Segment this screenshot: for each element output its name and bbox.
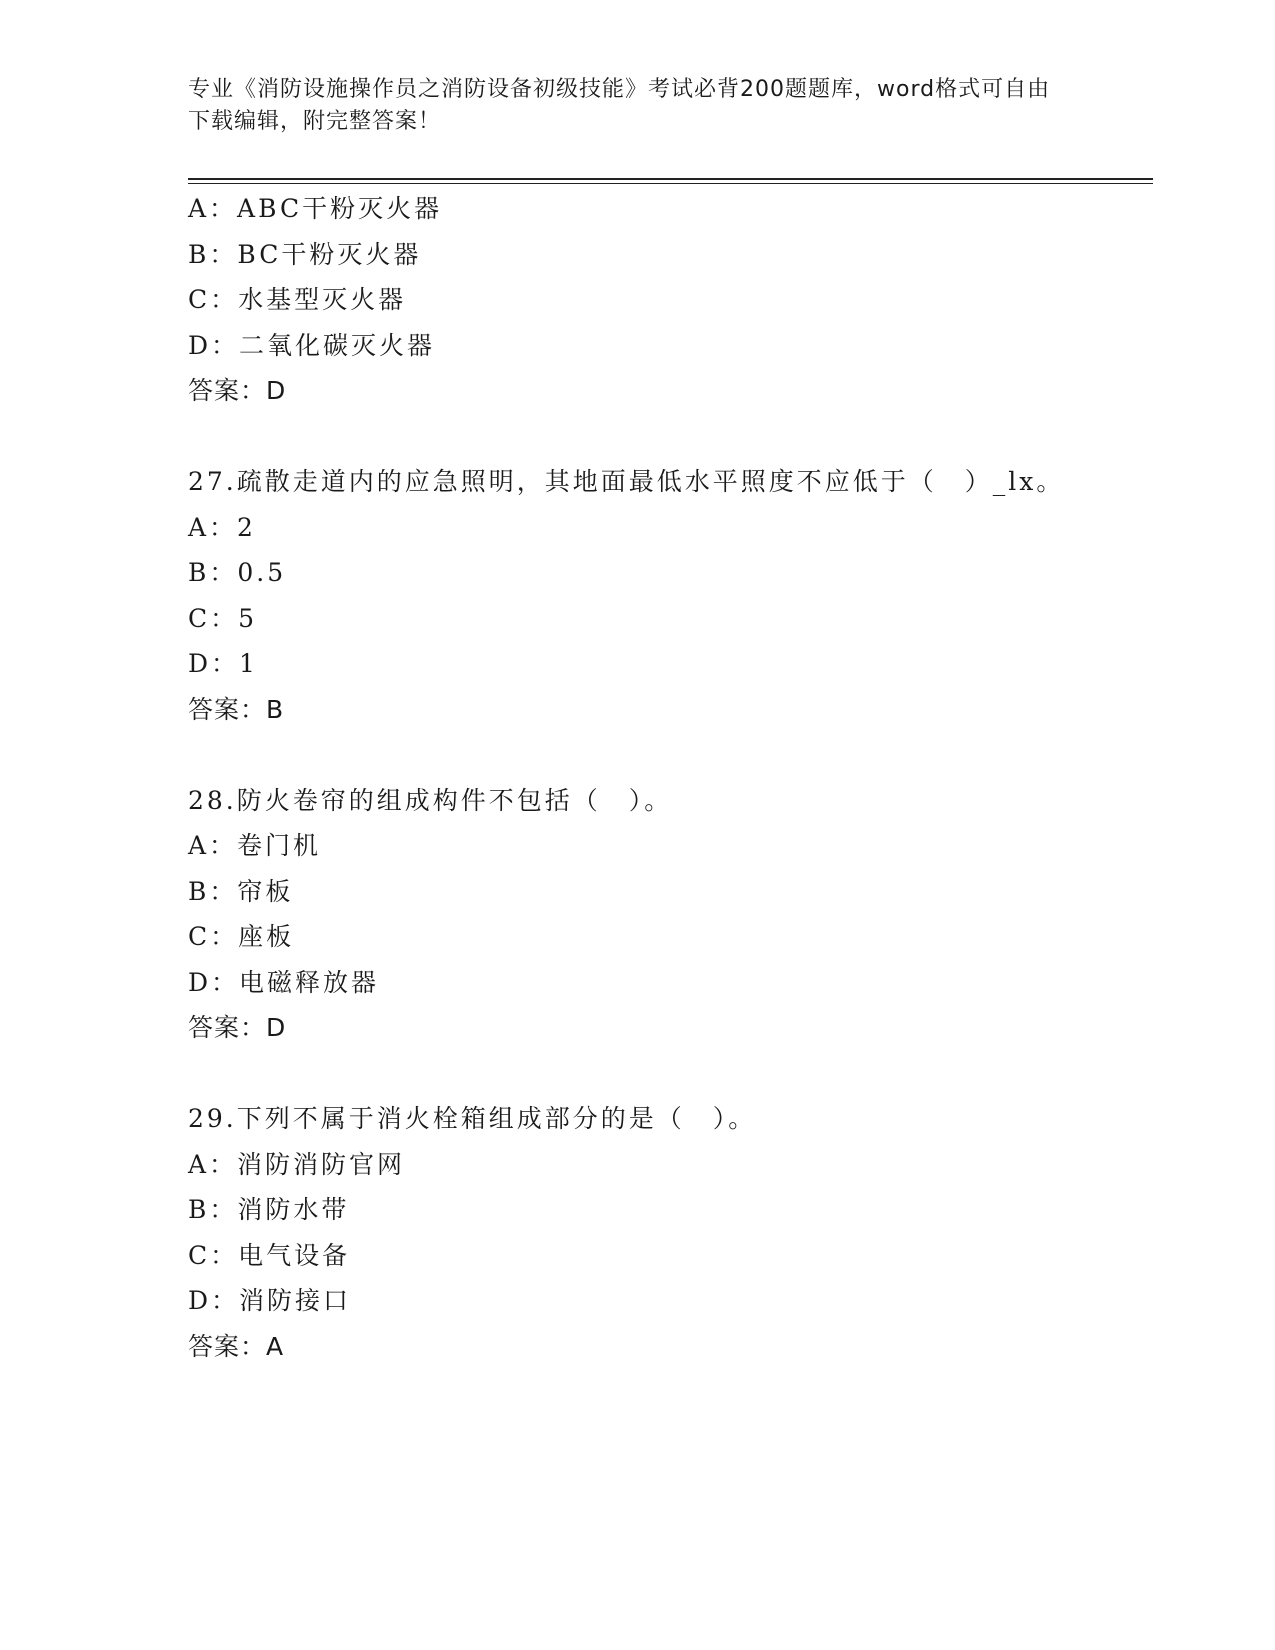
option-a: A：2 (188, 512, 256, 542)
option-b: B：0.5 (188, 558, 287, 587)
header-divider-thin (188, 183, 1153, 184)
option-c: C：电气设备 (188, 1240, 351, 1270)
document-header: 专业《消防设施操作员之消防设备初级技能》考试必背200题题库，word格式可自由下载编辑，附完整答案！ (188, 77, 1051, 134)
question-text: 29.下列不属于消火栓箱组成部分的是（ ）。 (188, 1104, 757, 1133)
option-c: C：座板 (188, 922, 295, 951)
option-b: B：消防水带 (188, 1195, 350, 1224)
answer: 答案：A (188, 1331, 285, 1361)
question-27 (188, 459, 1068, 732)
option-d: D：消防接口 (188, 1286, 352, 1315)
option-b: B：BC干粉灭火器 (188, 239, 422, 269)
option-c: C：水基型灭火器 (188, 285, 407, 314)
answer: 答案：D (188, 1013, 287, 1042)
question-text: 27.疏散走道内的应急照明，其地面最低水平照度不应低于（ ）_lx。 (188, 467, 1065, 496)
question-list (188, 186, 1068, 1369)
question-28 (188, 778, 1068, 1051)
spacer (188, 732, 1068, 778)
option-a: A：卷门机 (188, 831, 322, 860)
question-29 (188, 1096, 1068, 1369)
option-c: C：5 (188, 603, 258, 633)
answer: 答案：D (188, 376, 287, 405)
option-b: B：帘板 (188, 876, 294, 906)
header-divider-thick (188, 178, 1153, 180)
question-26 (188, 186, 1068, 414)
option-d: D：二氧化碳灭火器 (188, 330, 436, 360)
option-a: A：消防消防官网 (188, 1149, 406, 1179)
option-a: A：ABC干粉灭火器 (188, 194, 443, 223)
question-text: 28.防火卷帘的组成构件不包括（ ）。 (188, 785, 673, 815)
option-d: D：电磁释放器 (188, 967, 380, 997)
answer: 答案：B (188, 694, 285, 724)
spacer (188, 1051, 1068, 1097)
spacer (188, 414, 1068, 460)
option-d: D：1 (188, 649, 258, 678)
